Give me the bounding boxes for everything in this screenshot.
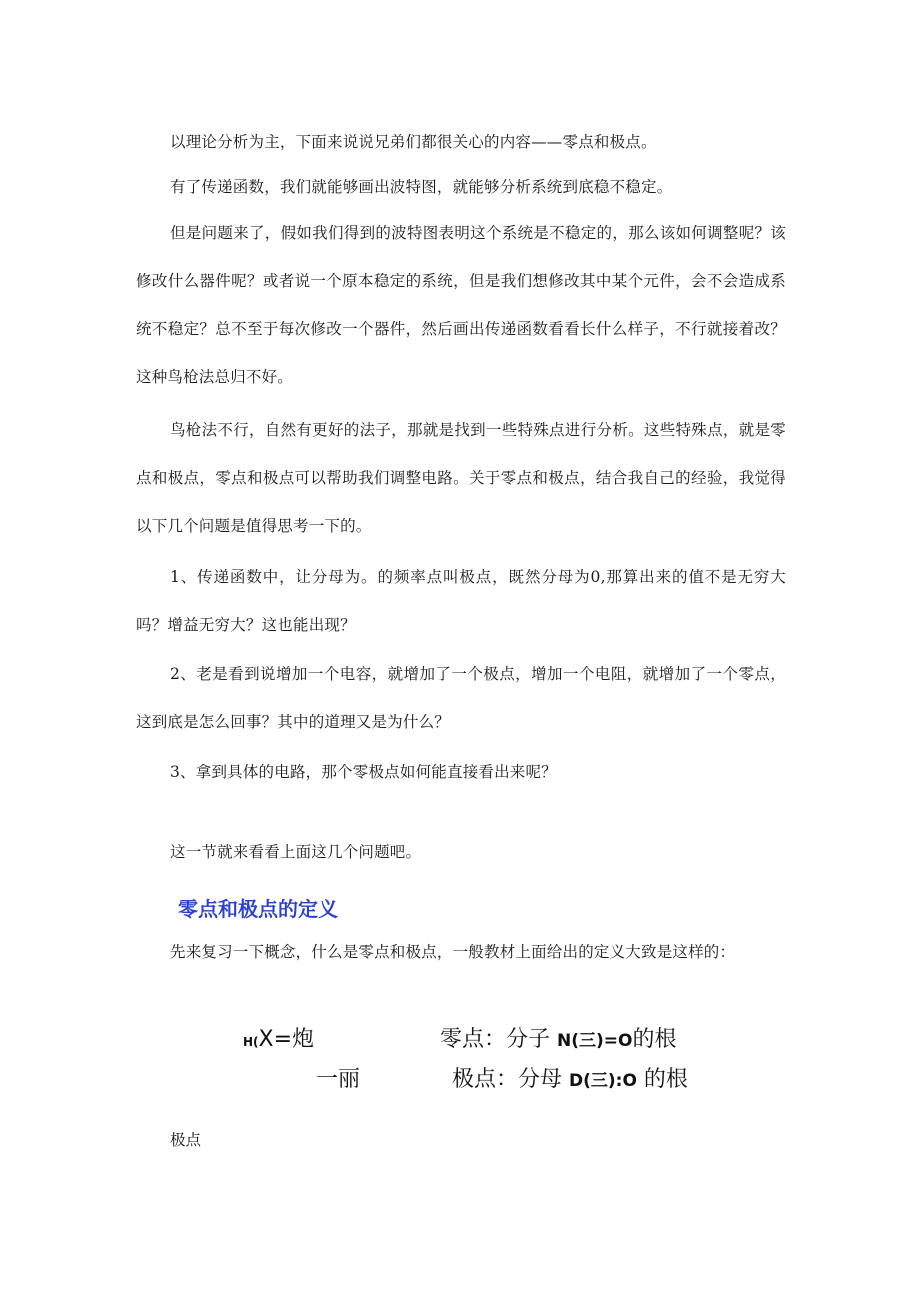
paragraph-question-1: 1、传递函数中，让分母为。的频率点叫极点，既然分母为0,那算出来的值不是无穷大吗？增益无穷大？这也能出现？	[136, 568, 786, 634]
formula-pole-label: 极点：分母	[452, 1067, 563, 1092]
paragraph-definition-intro: 先来复习一下概念，什么是零点和极点，一般教材上面给出的定义大致是这样的：	[170, 943, 736, 961]
formula-pole-definition	[452, 1062, 688, 1093]
formula-lhs	[243, 1022, 314, 1053]
paragraph-problem: 但是问题来了，假如我们得到的波特图表明这个系统是不稳定的，那么该如何调整呢？该修改什么器件呢？或者说一个原本稳定的系统，但是我们想修改其中某个元件，会不会造成系统不稳定？总不至于每次修改一个器件，然后画出传递函数看看长什么样子，不行就接着改？这种鸟枪法总归不好。	[136, 224, 786, 386]
formula-zero-suffix: 的根	[632, 1027, 677, 1052]
paragraph-bode: 有了传递函数，我们就能够画出波特图，就能够分析系统到底稳不稳定。	[170, 178, 673, 196]
formula-pole-expr: D(三):O	[569, 1071, 637, 1091]
section-heading: 零点和极点的定义	[178, 897, 338, 921]
formula-lhs-main: X=炮	[258, 1027, 315, 1052]
formula-lhs-denominator: 一丽	[316, 1067, 361, 1092]
paragraph-section-lead: 这一节就来看看上面这几个问题吧。	[170, 843, 422, 861]
formula-zero-definition	[440, 1022, 677, 1053]
formula-pole-suffix: 的根	[643, 1067, 688, 1092]
formula-lhs-prefix: H(	[243, 1035, 259, 1049]
paragraph-intro: 以理论分析为主，下面来说说兄弟们都很关心的内容——零点和极点。	[170, 133, 657, 151]
formula-zero-label: 零点：分子	[440, 1027, 551, 1052]
paragraph-question-2: 2、老是看到说增加一个电容，就增加了一个极点，增加一个电阻，就增加了一个零点，这到底是怎么回事？其中的道理又是为什么？	[136, 665, 786, 731]
formula-zero-expr: N(三)=O	[557, 1031, 633, 1051]
paragraph-tail: 极点	[170, 1131, 202, 1149]
paragraph-question-3: 3、拿到具体的电路，那个零极点如何能直接看出来呢？	[170, 763, 557, 781]
paragraph-special-points: 鸟枪法不行，自然有更好的法子，那就是找到一些特殊点进行分析。这些特殊点，就是零点和极点，零点和极点可以帮助我们调整电路。关于零点和极点，结合我自己的经验，我觉得以下几个问题是值得思考一下的。	[136, 421, 786, 535]
